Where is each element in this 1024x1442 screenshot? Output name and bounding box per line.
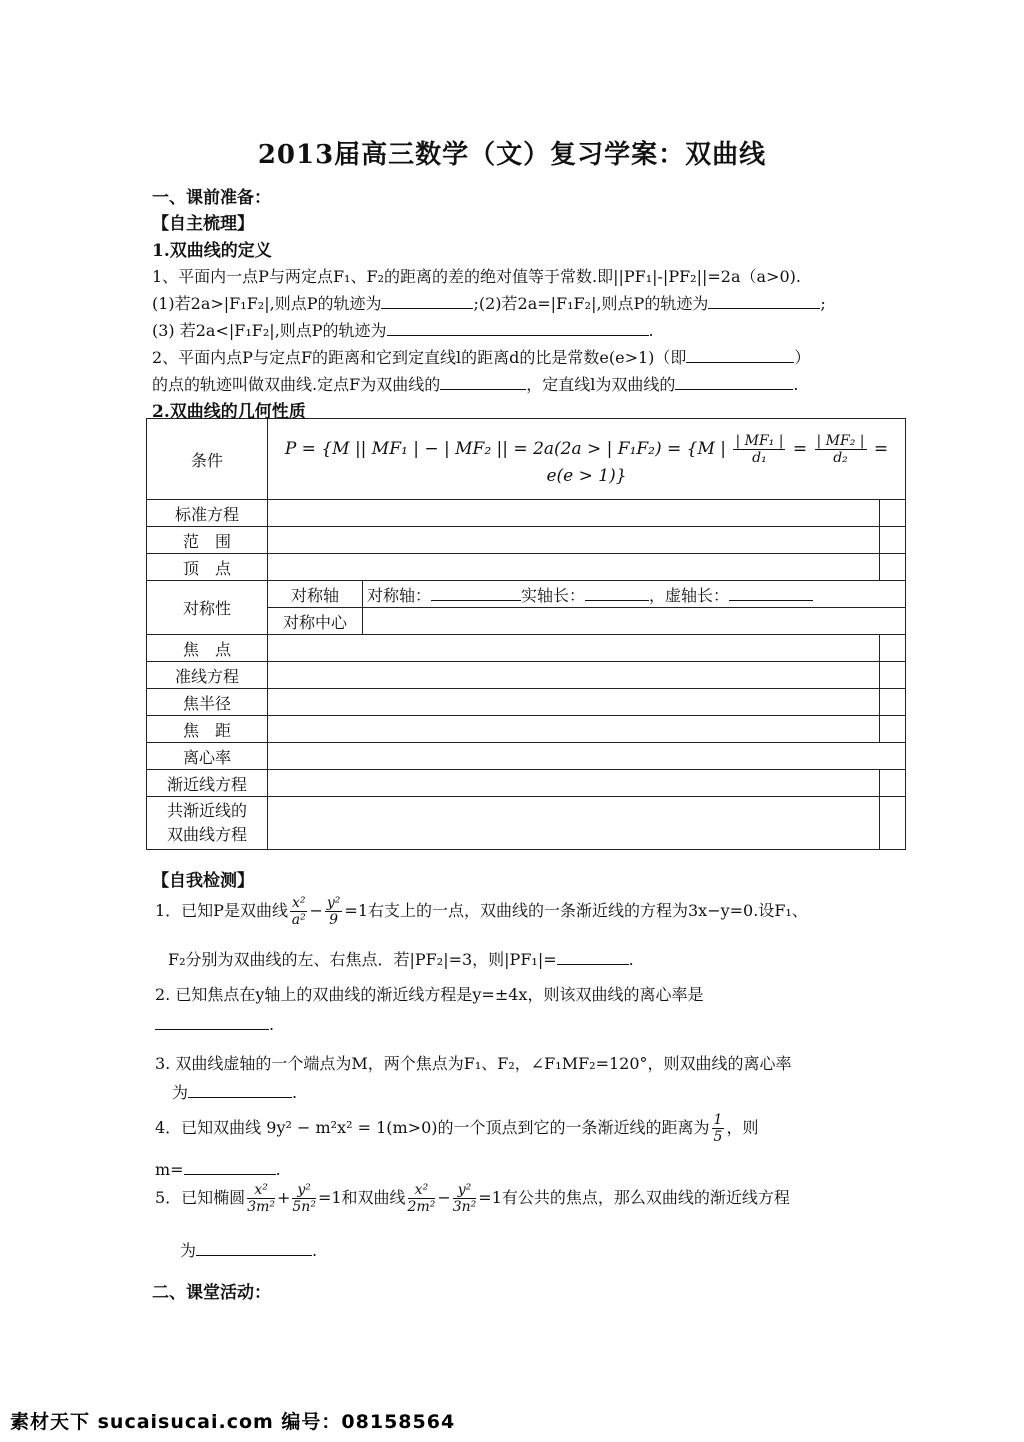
question-3-line-1: 3. 双曲线虚轴的一个端点为M，两个焦点为F₁、F₂，∠F₁MF₂=120°，则双曲线的离心率: [155, 1054, 792, 1073]
fraction-denominator: 3m²: [247, 1199, 275, 1215]
definition-line-4: [152, 345, 810, 368]
label-line: 双曲线方程: [166, 825, 247, 844]
math-operator: −: [309, 901, 323, 920]
table-cell[interactable]: [268, 797, 880, 850]
formula-part: = e(e > 1)}: [546, 438, 889, 486]
symmetry-axis-label: 对称轴：: [367, 585, 432, 605]
fraction-denominator: 5n²: [292, 1199, 316, 1215]
answer-blank[interactable]: [196, 1241, 312, 1256]
definition-line-2: [152, 291, 826, 314]
table-cell[interactable]: [268, 716, 880, 743]
fraction-denominator: 3n²: [452, 1199, 477, 1215]
row-label-condition: 条件: [147, 419, 268, 500]
condition-formula: [268, 419, 906, 500]
math-operator: +: [276, 1188, 291, 1207]
definition-text: (1)若2a>|F₁F₂|,则点P的轨迹为: [152, 294, 382, 313]
definition-text: 2、平面内点P与定点F的距离和它到定直线l的距离d的比是常数e(e>1)（即: [152, 348, 687, 367]
question-text: .: [312, 1241, 318, 1260]
table-cell[interactable]: [880, 662, 906, 689]
fraction-denominator: 5: [713, 1129, 723, 1145]
fraction: [815, 433, 867, 466]
table-cell[interactable]: [268, 689, 880, 716]
section-heading-class-activity: 二、课堂活动：: [152, 1283, 271, 1303]
row-label-vertex: 顶 点: [147, 554, 268, 581]
table-cell[interactable]: [268, 743, 906, 770]
question-text: =1和双曲线: [317, 1188, 406, 1207]
heading-definition: 1.双曲线的定义: [152, 241, 272, 261]
definition-line-3: [152, 318, 654, 341]
question-4-line-1: [155, 1112, 758, 1145]
math-operator: −: [437, 1188, 451, 1207]
table-cell[interactable]: [268, 554, 880, 581]
definition-line-5: [152, 372, 798, 395]
symmetry-fill-cell: [363, 581, 906, 608]
row-label-focal-radius: 焦半径: [147, 689, 268, 716]
answer-blank[interactable]: [188, 1083, 292, 1098]
definition-line-1: 1、平面内一点P与两定点F₁、F₂的距离的差的绝对值等于常数.即||PF₁|-|PF₂||=2a（a>0).: [152, 267, 801, 286]
question-1-line-1: [155, 895, 808, 928]
question-text: 5．已知椭圆: [155, 1188, 246, 1207]
fraction: [453, 1182, 477, 1215]
definition-text: .: [793, 375, 799, 394]
table-cell[interactable]: [268, 662, 880, 689]
fraction: [247, 1182, 275, 1215]
table-cell[interactable]: [880, 554, 906, 581]
definition-text: .: [648, 321, 654, 340]
imaginary-axis-label: ，虚轴长：: [649, 585, 730, 605]
properties-table: [146, 418, 906, 850]
definition-text: 的点的轨迹叫做双曲线.定点F为双曲线的: [152, 375, 441, 394]
definition-text: ）: [794, 348, 811, 367]
fraction-denominator: d₁: [752, 449, 767, 466]
definition-text: ，定直线l为双曲线的: [526, 375, 676, 394]
answer-blank[interactable]: [440, 375, 526, 390]
definition-text: ;(2)若2a=|F₁F₂|,则点P的轨迹为: [473, 294, 709, 313]
fraction-numerator: x²: [291, 895, 306, 911]
answer-blank[interactable]: [557, 950, 629, 965]
table-cell[interactable]: [268, 770, 880, 797]
table-cell[interactable]: [880, 500, 906, 527]
row-label-focus: 焦 点: [147, 635, 268, 662]
question-text: .: [269, 1015, 275, 1034]
answer-blank[interactable]: [155, 1015, 269, 1030]
question-text: F₂分别为双曲线的左、右焦点．若|PF₂|=3，则|PF₁|=: [168, 950, 557, 969]
row-label-asymptote: 渐近线方程: [147, 770, 268, 797]
answer-blank[interactable]: [381, 294, 473, 309]
real-axis-label: 实轴长：: [521, 585, 586, 605]
answer-blank[interactable]: [729, 586, 813, 601]
question-text: .: [292, 1083, 298, 1102]
question-text: =1右支上的一点，双曲线的一条渐近线的方程为3x−y=0.设F₁、: [344, 901, 808, 920]
fraction-numerator: y²: [326, 895, 341, 911]
fraction-denominator: 9: [329, 912, 339, 928]
row-label-focal-distance: 焦 距: [147, 716, 268, 743]
row-label-symmetry-center: 对称中心: [268, 608, 363, 635]
question-3-line-2: [172, 1080, 297, 1103]
fraction-denominator: 2m²: [407, 1199, 436, 1215]
label-line: 共渐近线的: [166, 801, 247, 820]
table-cell[interactable]: [880, 770, 906, 797]
answer-blank[interactable]: [184, 1160, 276, 1175]
question-text: 1．已知P是双曲线: [155, 901, 288, 920]
fraction-numerator: y²: [453, 1182, 477, 1199]
fraction-numerator: | MF₂ |: [816, 432, 865, 449]
question-text: 为: [180, 1241, 197, 1260]
fraction: [290, 895, 308, 928]
question-4-line-2: [155, 1160, 281, 1179]
question-text: .: [628, 950, 634, 969]
definition-text: ;: [820, 294, 826, 313]
question-text: ，则: [726, 1118, 759, 1137]
fraction-denominator: d₂: [833, 449, 848, 466]
section-heading-prep: 一、课前准备：: [152, 188, 271, 208]
table-cell[interactable]: [268, 635, 880, 662]
fraction-denominator: a²: [291, 912, 306, 928]
row-label-eccentricity: 离心率: [147, 743, 268, 770]
row-label-standard-equation: 标准方程: [147, 500, 268, 527]
question-1-line-2: [168, 947, 634, 970]
row-label-range: 范 围: [147, 527, 268, 554]
fraction-numerator: x²: [408, 1182, 436, 1199]
question-5-line-2: [180, 1238, 317, 1261]
question-text: m=: [155, 1160, 184, 1179]
fraction-numerator: y²: [292, 1182, 316, 1199]
heading-geometric-properties: 2.双曲线的几何性质: [152, 402, 306, 422]
fraction: [712, 1112, 725, 1145]
fraction: [325, 895, 343, 928]
subheading-self-check: 【自我检测】: [152, 871, 254, 891]
question-2-line-1: 2. 已知焦点在y轴上的双曲线的渐近线方程是y=±4x，则该双曲线的离心率是: [155, 985, 704, 1004]
question-text: =1有公共的焦点，那么双曲线的渐近线方程: [478, 1188, 790, 1207]
fraction-numerator: 1: [713, 1112, 723, 1128]
fraction-numerator: x²: [247, 1182, 275, 1199]
question-5-line-1: [155, 1182, 790, 1215]
question-2-line-2: [155, 1015, 274, 1034]
table-cell[interactable]: [880, 797, 906, 850]
table-cell[interactable]: [880, 527, 906, 554]
fraction-numerator: | MF₁ |: [735, 432, 784, 449]
answer-blank[interactable]: [387, 321, 649, 336]
watermark-text: 素材天下 sucaisucai.com 编号：08158564: [10, 1411, 456, 1433]
page-title: 2013届高三数学（文）复习学案：双曲线: [257, 140, 767, 170]
question-text: 为: [172, 1083, 189, 1102]
answer-blank[interactable]: [431, 586, 521, 601]
answer-blank[interactable]: [708, 294, 820, 309]
subheading-self-study: 【自主梳理】: [152, 214, 254, 234]
fraction: [733, 433, 785, 466]
row-label-directrix: 准线方程: [147, 662, 268, 689]
answer-blank[interactable]: [686, 348, 794, 363]
fraction: [408, 1182, 436, 1215]
question-text: .: [275, 1160, 281, 1179]
definition-text: (3) 若2a<|F₁F₂|,则点P的轨迹为: [152, 321, 387, 340]
answer-blank[interactable]: [585, 586, 649, 601]
row-label-symmetry: 对称性: [147, 581, 268, 635]
table-cell[interactable]: [880, 635, 906, 662]
table-cell[interactable]: [268, 500, 880, 527]
fraction: [292, 1182, 316, 1215]
table-cell[interactable]: [268, 527, 880, 554]
formula-part: =: [792, 438, 808, 459]
table-cell[interactable]: [880, 689, 906, 716]
table-cell[interactable]: [363, 608, 906, 635]
answer-blank[interactable]: [675, 375, 793, 390]
question-text: 4．已知双曲线 9y² − m²x² = 1(m>0)的一个顶点到它的一条渐近线的距离为: [155, 1118, 710, 1137]
row-label-symmetry-axis: 对称轴: [268, 581, 363, 608]
table-cell[interactable]: [880, 716, 906, 743]
formula-part: P = {M || MF₁ | − | MF₂ || = 2a(2a > | F₁F₂) = {M |: [284, 438, 727, 459]
row-label-common-asymptote: [147, 797, 268, 850]
